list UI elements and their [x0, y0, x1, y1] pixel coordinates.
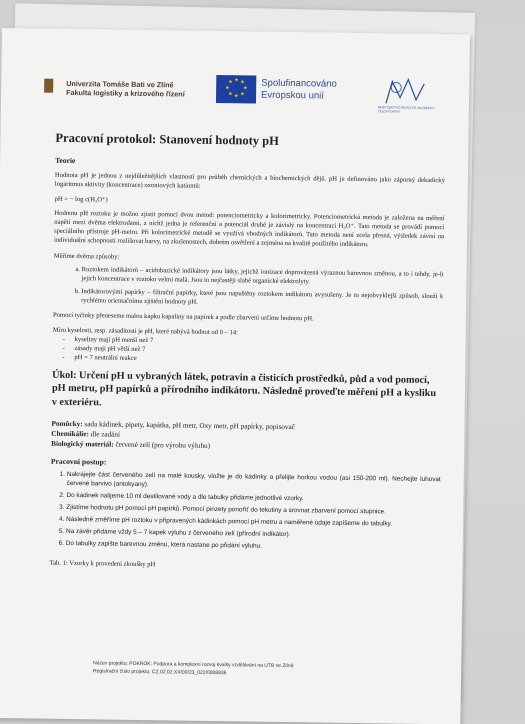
- university-name: Univerzita Tomáše Bati ve Zlíně: [66, 78, 174, 90]
- theory-paragraph-3: Měříme dvěma způsoby:: [53, 252, 120, 261]
- msmt-caption: MINISTERSTVO ŠKOLSTVÍ, MLÁDEŽE A TĚLOVÝCHOVY: [377, 105, 435, 114]
- theory-paragraph-5: Míru kyselosti, resp. zásaditosti je pH, které nabývá hodnot od 0 – 14:: [52, 326, 238, 337]
- range-item: - pH = 7 neutrální reakce: [62, 353, 442, 367]
- procedure-heading: Pracovní postup:: [50, 456, 107, 467]
- page-title: Pracovní protokol: Stanovení hodnoty pH: [55, 130, 279, 148]
- procedure-step: 5. Na závěr přidáme vždy 5 – 7 kapek výluhu z červeného zelí (přírodní indikátor).: [66, 527, 440, 541]
- biomaterial-value: červené zelí (pro výrobu výluhu): [113, 440, 211, 450]
- logo-bar: [56, 67, 447, 116]
- method-item: a. Roztokem indikátorů – acidobazické indikátory jsou látky, jejichž ionizace doprovázená výraznou barevnou změnou, a to i tehdy, je-li jejich koncentrace v roztoku velmi malá. Jsou to nejčastěji slabé organické elektrolyty.: [81, 265, 443, 288]
- footer-line-2: Registrační číslo projektu: CZ.02.02.XX/00/23_022/0008836: [92, 668, 227, 677]
- footer-line-1: Název projektu: POKROK: Podpora a komplexní rozvoj kvality vzdělávání na UTB ve Zlíně: [93, 660, 294, 670]
- eu-flag-icon: ★ ★ ★ ★ ★ ★ ★ ★: [216, 75, 256, 104]
- methods-list: [53, 264, 444, 310]
- procedure-step: 3. Zjistíme hodnotu pH pomocí pH papírků. Pomocí pinzety ponoříť do tekutiny a srovnat zbarvení pomocí stupnice.: [66, 503, 440, 517]
- chemicals-value: dle zadání: [88, 430, 121, 439]
- ph-ranges-list: [52, 335, 442, 368]
- page-content: [49, 67, 446, 572]
- task-statement: Úkol: Určení pH u vybraných látek, potravin a čisticích prostředků, půd a vod pomocí, pH metru, pH papírků a přírodního indikátoru. Následně proveďte měření pH a kysliku v exteriéru.: [51, 369, 437, 408]
- theory-paragraph-2: Hodnotu pH roztoku je možno zjistit pomocí dvou metod: potenciometricky a kolorimetricky. Potenciometrická metoda je založena na měření napětí mezi dvěma elektrodami, z nichž jedna je referenční a potenciál druhé je závislý na koncentraci H₃O⁺. Tato metoda se provádí pomocí speciálního přístroje pH-metru. Při kolorimetrické metodě se využívá vhodných indikátorů. Tato metoda není zcela přesná, výsledek závisí na individuální schopnosti rozlišovat barvy, na zkušenostech, dobrém osvětlení a zejména na kvalitě použitého indikátoru.: [53, 209, 445, 249]
- tools-value: sada kádinek, pipety, kapátka, pH metr, Oxy metr, pH papírky, popisovač: [82, 420, 295, 432]
- procedure-step: 1. Nakrájejte část červeného zelí na malé kousky, vložte je do kádinky a přelijte horkou vodou (asi 150-200 ml). Nechejte luhovat červené barvivo (antokyany).: [67, 470, 441, 493]
- faculty-name: Fakulta logistiky a krizového řízení: [66, 87, 185, 99]
- document-page: [0, 28, 470, 724]
- university-logo: [66, 79, 185, 99]
- theory-paragraph-1: Hodnota pH je jednou z nejdůležitějších vlastností pro průběh chemických a biochemických dějů. pH je definováno jako záporný dekadický logaritmus aktivity (koncentrace) oxoniových kationtů:: [54, 171, 445, 190]
- theory-heading: Teorie: [55, 155, 76, 166]
- range-item: - zásady mají pH větší než 7: [62, 344, 442, 358]
- procedure-step: 2. Do kádinek nalijeme 10 ml destilované vody a dle tabulky přidáme jednotlivé vzorky.: [66, 491, 440, 505]
- procedure-steps: [50, 470, 441, 553]
- range-item: - kyseliny mají pH menší než 7: [63, 335, 443, 349]
- procedure-step: 6. Do tabulky zapište barevnou změnu, která nastane po přidání výluhu.: [66, 539, 440, 553]
- table-caption: Tab. 1: Vzorky k provedení zkoušky pH: [49, 559, 156, 569]
- eu-line2: Evropskou unií: [261, 89, 325, 102]
- eu-line1: Spolufinancováno: [261, 77, 337, 90]
- procedure-step: 4. Následně změříme pH roztoku v připravených kádinkách pomocí pH metru a naměřené údaje zapíšeme do tabulky.: [66, 515, 440, 529]
- project-footer: [93, 659, 294, 678]
- chemicals-label: Chemikálie:: [51, 429, 89, 439]
- biomaterial-label: Biologický materiál:: [51, 439, 114, 449]
- materials-section: [51, 419, 441, 454]
- eu-cofunding-text: [261, 78, 337, 103]
- ph-formula: pH = − log c(H₃O⁺): [54, 195, 108, 204]
- method-item: b. Indikátorovými papírky – filtrační papírky, které jsou napuštěny roztokem indikátoru avysušeny. Je to nejobvyklejší způsob, slouží k rychlému orientačnímu zjištění hodnoty pH.: [81, 287, 443, 310]
- theory-paragraph-4: Pomocí tyčinky přeneseme malou kapku kapaliny na papírek a podle zbarvení určíme hodnotu pH.: [52, 311, 314, 323]
- tools-label: Pomůcky:: [51, 419, 83, 429]
- utb-logo-icon: [44, 79, 53, 93]
